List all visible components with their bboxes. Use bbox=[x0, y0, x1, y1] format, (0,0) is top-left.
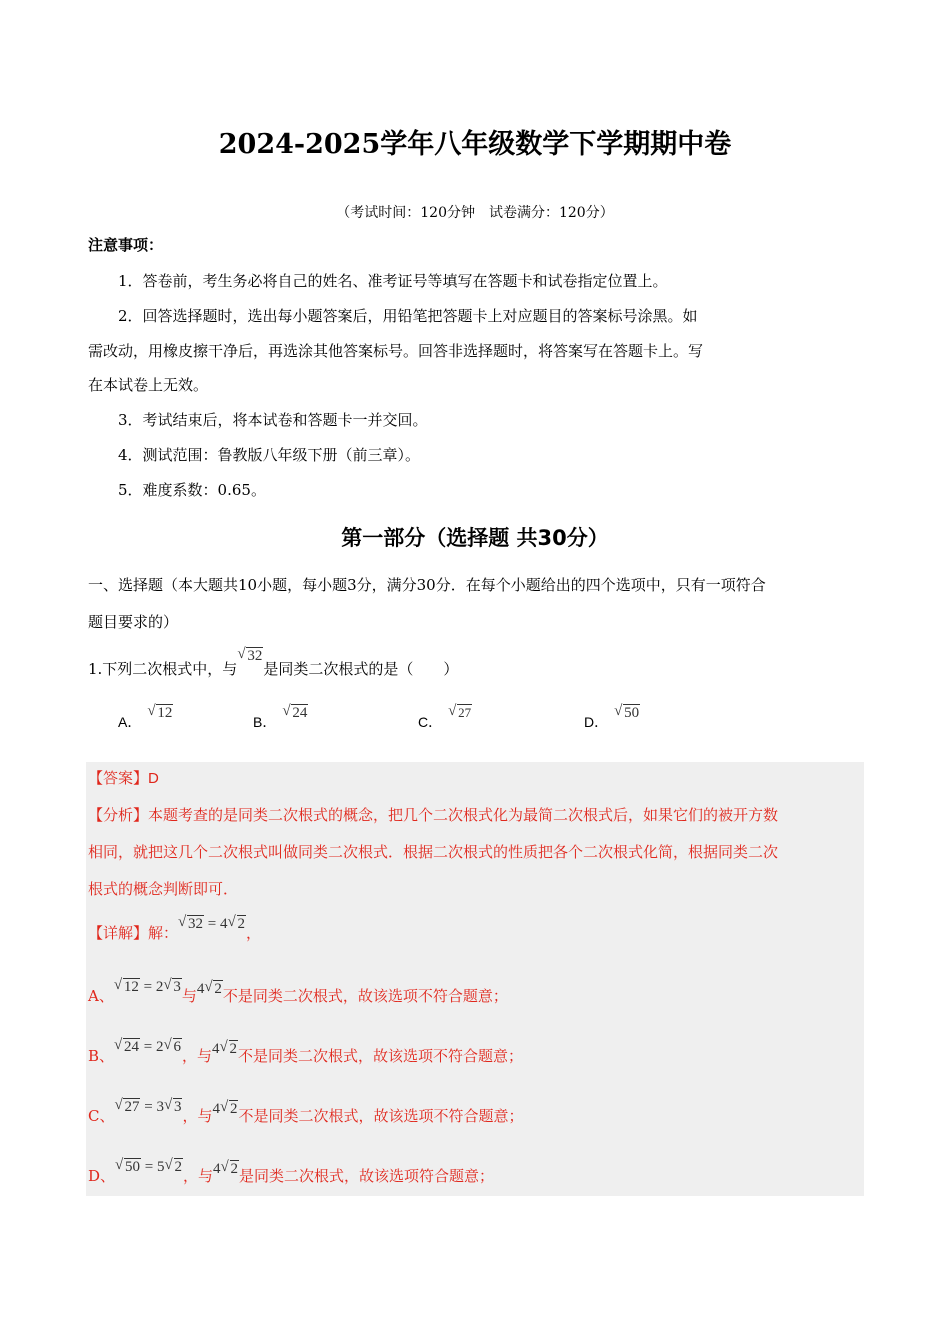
detail-item-a: A、√ 12 = 2√ 3与4√ 2不是同类二次根式，故该选项不符合题意； bbox=[88, 985, 508, 1006]
option-c[interactable] bbox=[418, 705, 472, 732]
notice-item: 2．回答选择题时，选出每小题答案后，用铅笔把答题卡上对应题目的答案标号涂黑。如 bbox=[118, 307, 698, 325]
analysis-tag: 【分析】 bbox=[88, 806, 149, 824]
option-label: D． bbox=[584, 714, 609, 730]
answer-line bbox=[88, 767, 159, 788]
analysis-line: 根式的概念判断即可． bbox=[88, 880, 239, 898]
exam-title: 2024-2025学年八年级数学下学期期中卷 bbox=[218, 129, 732, 160]
sqrt-expression: √ 12 bbox=[147, 705, 173, 722]
part-heading: 题目要求的） bbox=[88, 613, 179, 631]
section-title: 第一部分（选择题 共30分） bbox=[341, 526, 609, 550]
notice-item: 3．考试结束后，将本试卷和答题卡一并交回。 bbox=[118, 411, 428, 429]
question-stem bbox=[88, 648, 459, 679]
detail-item-b: B、√ 24 = 2√ 6，与4√ 2不是同类二次根式，故该选项不符合题意； bbox=[88, 1045, 523, 1066]
answer-tag: 【答案】 bbox=[88, 769, 149, 787]
option-label: B． bbox=[253, 714, 277, 730]
part-heading: 一、选择题（本大题共10小题，每小题3分，满分30分．在每个小题给出的四个选项中，只有一项符合 bbox=[88, 576, 766, 594]
notice-heading: 注意事项： bbox=[88, 236, 164, 254]
detail-tag: 【详解】 bbox=[88, 924, 149, 942]
notice-item: 在本试卷上无效。 bbox=[88, 376, 209, 394]
option-a[interactable] bbox=[118, 705, 173, 732]
detail-item-d: D、√ 50 = 5√ 2，与4√ 2是同类二次根式，故该选项符合题意； bbox=[88, 1165, 494, 1186]
notice-item: 1．答卷前，考生务必将自己的姓名、准考证号等填写在答题卡和试卷指定位置上。 bbox=[118, 272, 668, 290]
notice-item: 需改动，用橡皮擦干净后，再选涂其他答案标号。回答非选择题时，将答案写在答题卡上。写 bbox=[88, 342, 704, 360]
analysis-line: 【分析】本题考查的是同类二次根式的概念，把几个二次根式化为最简二次根式后，如果它们的被开方数 bbox=[88, 806, 779, 824]
answer-panel bbox=[86, 762, 864, 1196]
sqrt-expression: √ 32 bbox=[237, 648, 263, 665]
option-label: C． bbox=[418, 714, 443, 730]
question-suffix: 是同类二次根式的是（ ） bbox=[263, 660, 459, 678]
detail-equation: √ 32 = 4√ 2 bbox=[178, 916, 246, 932]
analysis-line: 相同，就把这几个二次根式叫做同类二次根式．根据二次根式的性质把各个二次根式化简，根据同类二次 bbox=[88, 843, 779, 861]
sqrt-expression: √ 50 bbox=[614, 705, 640, 722]
answer-value: D bbox=[148, 770, 159, 787]
sqrt-expression: √ 24 bbox=[282, 705, 308, 722]
notice-item: 4．测试范围：鲁教版八年级下册（前三章）。 bbox=[118, 446, 421, 464]
option-label: A． bbox=[118, 714, 142, 730]
detail-line: 【详解】解：√ 32 = 4√ 2， bbox=[88, 922, 261, 943]
exam-info: （考试时间：120分钟 试卷满分：120分） bbox=[336, 205, 614, 221]
option-b[interactable] bbox=[253, 705, 308, 732]
option-d[interactable] bbox=[584, 705, 640, 732]
sqrt-expression: √ 27 bbox=[448, 705, 472, 721]
notice-item: 5．难度系数：0.65。 bbox=[118, 481, 266, 499]
detail-item-c: C、√ 27 = 3√ 3，与4√ 2不是同类二次根式，故该选项不符合题意； bbox=[88, 1105, 524, 1126]
question-prefix: 1.下列二次根式中，与 bbox=[88, 660, 238, 678]
